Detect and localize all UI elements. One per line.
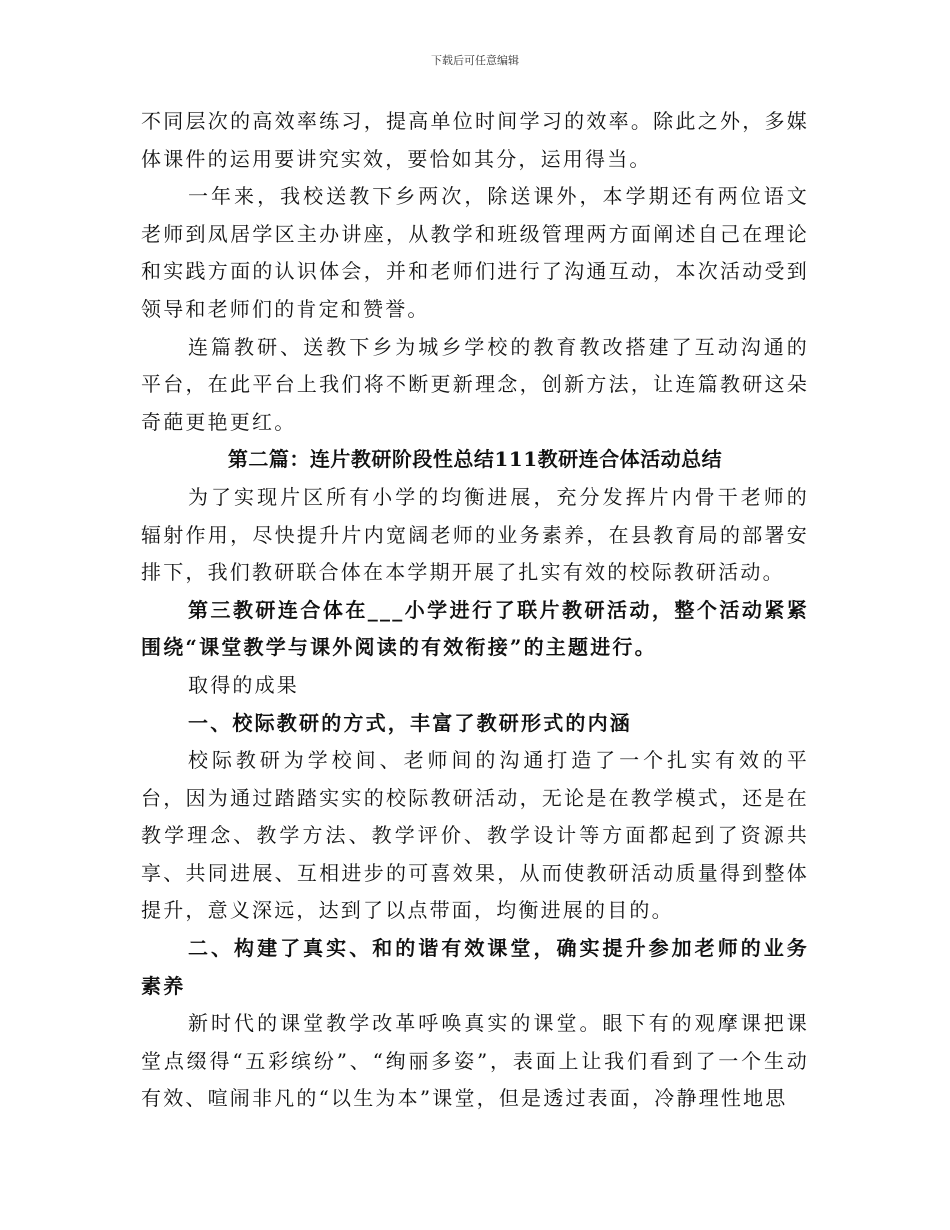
- section-title: 第二篇：连片教研阶段性总结111教研连合体活动总结: [227, 447, 723, 472]
- paragraph-platform: 连篇教研、送教下乡为城乡学校的教育教改搭建了互动沟通的平台，在此平台上我们将不断更新理念，创新方法，让连篇教研这朵奇葩更艳更红。: [141, 334, 809, 434]
- paragraph-point-two: 新时代的课堂教学改革呼唤真实的课堂。眼下有的观摩课把课堂点缀得“五彩缤纷”、“绚丽多姿”，表面上让我们看到了一个生动有效、喧闹非凡的“以生为本”课堂，但是透过表面，冷静理性地思: [141, 1011, 809, 1111]
- paragraph-activity-bold: 第三教研连合体在___小学进行了联片教研活动，整个活动紧紧围绕“课堂教学与课外阅读的有效衔接”的主题进行。: [141, 597, 809, 660]
- paragraph-continuation: 不同层次的高效率练习，提高单位时间学习的效率。除此之外，多媒体课件的运用要讲究实效，要恰如其分，运用得当。: [141, 109, 809, 171]
- heading-point-one: 一、校际教研的方式，丰富了教研形式的内涵: [188, 710, 632, 735]
- document-body: [141, 103, 809, 1118]
- paragraph-results-heading: 取得的成果: [188, 672, 299, 697]
- paragraph-send-teaching: 一年来，我校送教下乡两次，除送课外，本学期还有两位语文老师到凤居学区主办讲座，从教学和班级管理两方面阐述自己在理论和实践方面的认识体会，并和老师们进行了沟通互动，本次活动受到领导和老师们的肯定和赞誉。: [141, 184, 809, 321]
- paragraph-point-one: 校际教研为学校间、老师间的沟通打造了一个扎实有效的平台，因为通过踏踏实实的校际教研活动，无论是在教学模式，还是在教学理念、教学方法、教学评价、教学设计等方面都起到了资源共享、共同进展、互相进步的可喜效果，从而使教研活动质量得到整体提升，意义深远，达到了以点带面，均衡进展的目的。: [141, 748, 809, 923]
- page-header: 下载后可任意编辑: [431, 54, 519, 67]
- paragraph-intro: 为了实现片区所有小学的均衡进展，充分发挥片内骨干老师的辐射作用，尽快提升片内宽阔老师的业务素养，在县教育局的部署安排下，我们教研联合体在本学期开展了扎实有效的校际教研活动。: [141, 484, 809, 585]
- heading-point-two: 二、构建了真实、和的谐有效课堂，确实提升参加老师的业务素养: [141, 936, 809, 998]
